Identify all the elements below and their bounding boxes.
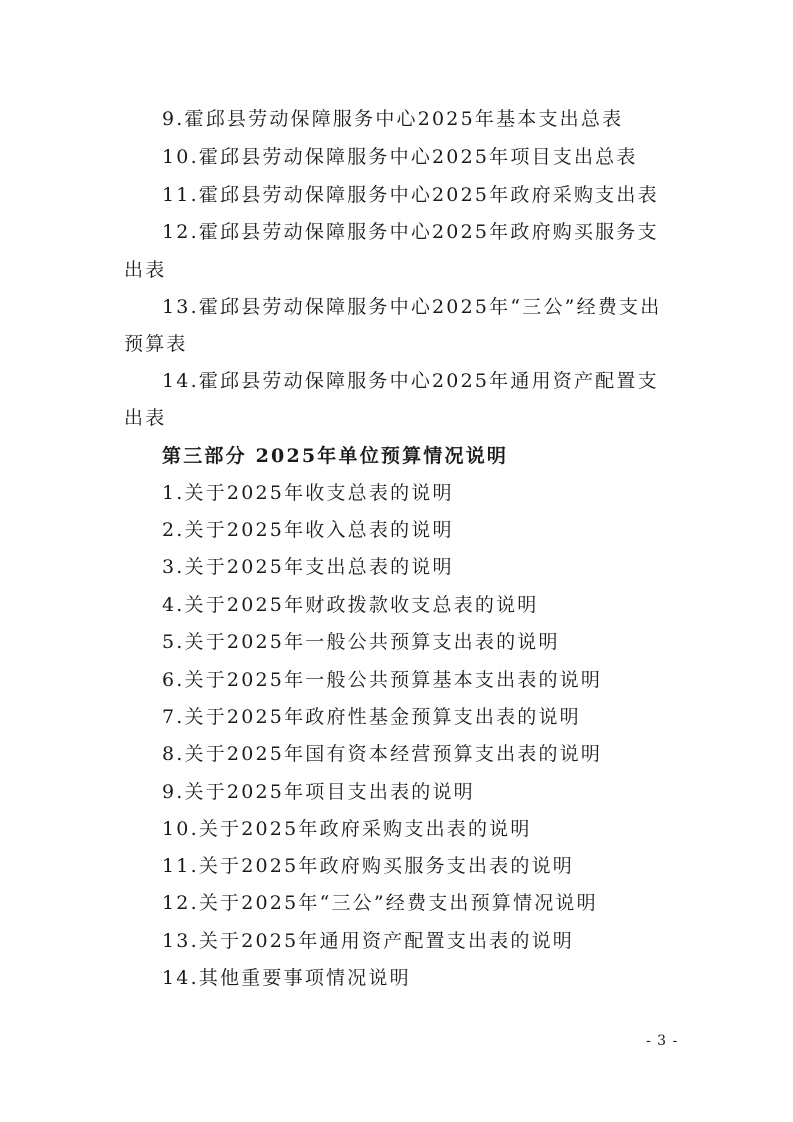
page-number: - 3 - <box>646 1033 679 1049</box>
explanation-item-10: 10.关于2025年政府采购支出表的说明 <box>162 818 532 840</box>
explanation-item-5: 5.关于2025年一般公共预算支出表的说明 <box>162 631 560 653</box>
explanation-item-12: 12.关于2025年“三公”经费支出预算情况说明 <box>162 892 598 914</box>
explanation-item-1: 1.关于2025年收支总表的说明 <box>162 482 454 504</box>
table-list-item-14: 14.霍邱县劳动保障服务中心2025年通用资产配置支 <box>162 370 659 392</box>
explanation-item-13: 13.关于2025年通用资产配置支出表的说明 <box>162 930 574 952</box>
explanation-item-2: 2.关于2025年收入总表的说明 <box>162 519 454 541</box>
table-list-item-9: 9.霍邱县劳动保障服务中心2025年基本支出总表 <box>162 108 624 130</box>
table-list-item-12-continuation: 出表 <box>124 259 167 281</box>
explanation-item-6: 6.关于2025年一般公共预算基本支出表的说明 <box>162 669 603 691</box>
table-list-item-13-continuation: 预算表 <box>124 333 188 355</box>
part3-heading: 第三部分 2025年单位预算情况说明 <box>162 445 509 467</box>
table-list-item-10: 10.霍邱县劳动保障服务中心2025年项目支出总表 <box>162 146 638 168</box>
explanation-item-3: 3.关于2025年支出总表的说明 <box>162 556 454 578</box>
explanation-item-7: 7.关于2025年政府性基金预算支出表的说明 <box>162 706 581 728</box>
explanation-item-4: 4.关于2025年财政拨款收支总表的说明 <box>162 594 539 616</box>
explanation-item-14: 14.其他重要事项情况说明 <box>162 967 411 989</box>
table-list-item-11: 11.霍邱县劳动保障服务中心2025年政府采购支出表 <box>162 184 659 206</box>
explanation-item-8: 8.关于2025年国有资本经营预算支出表的说明 <box>162 743 603 765</box>
table-list-item-14-continuation: 出表 <box>124 407 167 429</box>
table-list-item-13: 13.霍邱县劳动保障服务中心2025年“三公”经费支出 <box>162 296 662 318</box>
table-list-item-12: 12.霍邱县劳动保障服务中心2025年政府购买服务支 <box>162 221 659 243</box>
explanation-item-11: 11.关于2025年政府购买服务支出表的说明 <box>162 855 574 877</box>
explanation-item-9: 9.关于2025年项目支出表的说明 <box>162 781 475 803</box>
